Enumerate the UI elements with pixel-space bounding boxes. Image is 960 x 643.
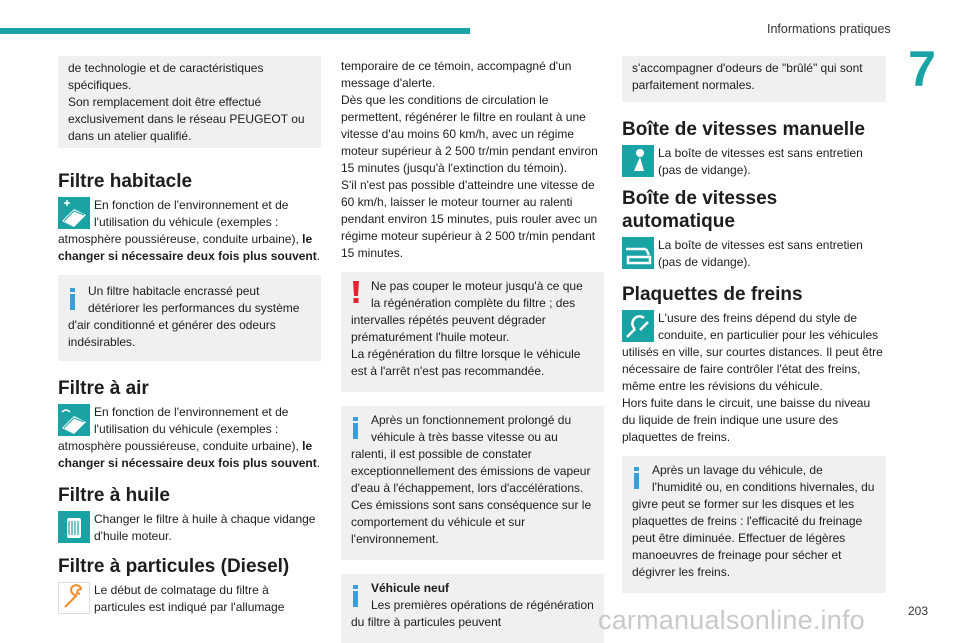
auto-gearbox-text: La boîte de vitesses est sans entretien (pas de vidange). <box>658 238 863 269</box>
oil-filter-paragraph <box>58 511 321 545</box>
idle-regeneration-text: S'il n'est pas possible d'atteindre une vitesse de 60 km/h, laisser le moteur tourner au ralenti pendant environ 15 minutes, puis rouler avec un régime moteur supérieur à 2 500 tr/min pendant 15 minutes. <box>341 178 598 260</box>
info-icon <box>68 288 78 310</box>
header-accent-bar <box>0 28 470 34</box>
cabin-filter-text-end: . <box>316 249 321 263</box>
section-title-oil-filter: Filtre à huile <box>58 485 170 506</box>
air-filter-paragraph <box>58 404 321 472</box>
air-filter-text: En fonction de l'environnement et de l'utilisation du véhicule (exemples : atmosphère poussiéreuse, conduite urbaine), <box>58 405 303 453</box>
particle-filter-text-cont: temporaire de ce témoin, accompagné d'un message d'alerte. <box>341 59 572 90</box>
watermark: carmanualsonline.info <box>598 605 865 635</box>
manual-gearbox-icon <box>622 145 654 177</box>
section-title-auto-gearbox: Boîte de vitesses automatique <box>622 188 778 232</box>
auto-gearbox-icon <box>622 237 654 269</box>
brake-info-box <box>622 456 886 593</box>
auto-gearbox-paragraph <box>622 237 886 271</box>
section-title-manual-gearbox: Boîte de vitesses manuelle <box>622 119 865 140</box>
wrench-icon <box>58 582 90 614</box>
brake-info-text: Après un lavage du véhicule, de l'humidité ou, en conditions hivernales, du givre peut se former sur les disques et les plaquettes de freins : l'efficacité du freinage peut être diminuée. Effectuer de légères manoeuvres de freinage pour sécher et dégivrer les freins. <box>632 463 875 579</box>
section-title-air-filter: Filtre à air <box>58 378 149 399</box>
section-title-cabin-filter: Filtre habitacle <box>58 171 193 192</box>
new-vehicle-title: Véhicule neuf <box>371 581 450 595</box>
warning-box <box>341 272 604 392</box>
cabin-filter-paragraph <box>58 197 321 265</box>
warning-icon <box>349 281 363 303</box>
continuation-box <box>622 56 886 102</box>
cabin-filter-text: En fonction de l'environnement et de l'utilisation du véhicule (exemples : atmosphère poussiéreuse, conduite urbaine), <box>58 198 303 246</box>
brake-wear-text: L'usure des freins dépend du style de conduite, en particulier pour les véhicules utilisés en ville, sur courtes distances. Il peut être nécessaire de faire contrôler l'état des freins, même entre les révisions du véhicule. <box>622 311 883 393</box>
brake-pads-paragraph <box>622 310 886 446</box>
info-steam-text: Après un fonctionnement prolongé du véhicule à très basse vitesse ou au ralenti, il est possible de constater exceptionnellement des émissions de vapeur d'eau à l'échappement, lors d'accélérations. Ces émissions sont sans conséquence sur le comportement du véhicule et sur l'environnement. <box>351 413 592 546</box>
warning-text: Ne pas couper le moteur jusqu'à ce que la régénération complète du filtre ; des intervalles répétés peuvent dégrader prématurément l'huile moteur. La régénération du filtre lorsque le véhicule est à l'arrêt n'est pas recommandée. <box>351 279 583 378</box>
regeneration-text: Dès que les conditions de circulation le permettent, régénérer le filtre en roulant à une vitesse d'au moins 60 km/h, avec un régime moteur supérieur à 2 500 tr/min pendant environ 15 minutes (jusqu'à l'extinction du témoin). <box>341 93 598 175</box>
brake-pads-icon <box>622 310 654 342</box>
section-title-particle-filter: Filtre à particules (Diesel) <box>58 556 290 577</box>
chapter-number: 7 <box>908 41 936 97</box>
column-1 <box>58 56 321 616</box>
column-3 <box>622 56 886 593</box>
page-header-title: Informations pratiques <box>767 22 891 36</box>
cabin-filter-info-box <box>58 275 321 361</box>
info-box-steam <box>341 406 604 560</box>
continuation-text: de technologie et de caractéristiques spécifiques. Son remplacement doit être effectué exclusivement dans le réseau PEUGEOT ou dans un atelier qualifié. <box>68 61 305 143</box>
air-filter-text-bold: le changer si nécessaire deux fois plus souvent <box>58 439 317 470</box>
air-filter-text-end: . <box>316 456 321 470</box>
particle-filter-text: Le début de colmatage du filtre à particules est indiqué par l'allumage <box>94 583 285 614</box>
oil-filter-text: Changer le filtre à huile à chaque vidange d'huile moteur. <box>94 512 316 543</box>
brake-fluid-text: Hors fuite dans le circuit, une baisse du niveau du liquide de frein indique une usure des plaquettes de freins. <box>622 396 871 444</box>
info-box-new-vehicle <box>341 574 604 643</box>
info-icon <box>351 417 361 439</box>
section-title-brake-pads: Plaquettes de freins <box>622 284 803 305</box>
info-icon <box>351 585 361 607</box>
new-vehicle-text: Les premières opérations de régénération du filtre à particules peuvent <box>351 598 594 629</box>
cabin-filter-text-bold: le changer si nécessaire deux fois plus souvent <box>58 232 317 263</box>
continuation-box <box>58 56 321 148</box>
cabin-filter-icon <box>58 197 90 229</box>
cabin-filter-info-text: Un filtre habitacle encrassé peut détériorer les performances du système d'air conditionné et générer des odeurs indésirables. <box>68 284 300 349</box>
manual-gearbox-text: La boîte de vitesses est sans entretien (pas de vidange). <box>658 146 863 177</box>
column-2 <box>341 58 604 643</box>
page-number: 203 <box>908 604 929 618</box>
oil-filter-icon <box>58 511 90 543</box>
air-filter-icon <box>58 404 90 436</box>
info-icon <box>632 467 642 489</box>
burn-smell-text: s'accompagner d'odeurs de "brûlé" qui sont parfaitement normales. <box>632 61 863 92</box>
particle-filter-paragraph <box>58 582 321 616</box>
manual-gearbox-paragraph <box>622 145 886 179</box>
